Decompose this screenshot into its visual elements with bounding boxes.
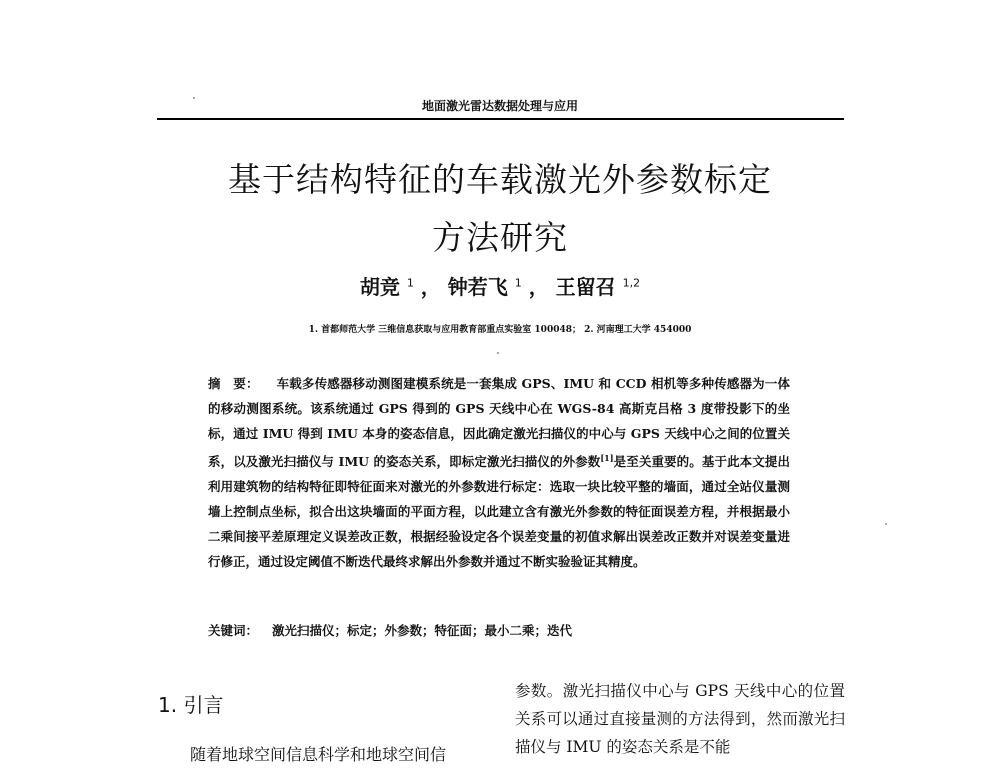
author-separator: ， [528, 275, 549, 299]
scan-speck [885, 523, 887, 525]
section-heading-introduction: 1. 引言 [158, 693, 224, 717]
author-name: 胡竞 [359, 275, 400, 299]
abstract-text-part1: 车载多传感器移动测图建模系统是一套集成 GPS、IMU 和 CCD 相机等多种传感器为一体的移动测图系统。该系统通过 GPS 得到的 GPS 天线中心在 WGS-84 高斯克吕格 3 度带投影下的坐标，通过 IMU 得到 IMU 本身的姿态信息，因此确定激光扫描仪的中心与 GPS 天线中心之间的位置关系，以及激光扫描仪与 IMU 的姿态关系，即标定激光扫描仪的外参数 [208, 376, 790, 470]
right-column-text: 参数。激光扫描仪中心与 GPS 天线中心的位置关系可以通过直接量测的方法得到，然而激光扫描仪与 IMU 的姿态关系是不能 [515, 682, 845, 756]
author-separator: ， [420, 275, 441, 299]
running-header: 地面激光雷达数据处理与应用 [421, 99, 578, 113]
paper-title-line-1: 基于结构特征的车载激光外参数标定 [228, 160, 772, 199]
scan-speck [497, 352, 499, 354]
affiliations: 1. 首都师范大学 三维信息获取与应用教育部重点实验室 100048； 2. 河南理工大学 454000 [308, 325, 692, 335]
keywords-list: 激光扫描仪；标定；外参数；特征面；最小二乘；迭代 [272, 623, 573, 638]
header-rule [157, 118, 844, 120]
author-affil-mark: 1,2 [622, 276, 641, 290]
scan-speck [193, 97, 195, 99]
author-name: 王留召 [555, 275, 616, 299]
abstract-label: 摘 要： [208, 376, 259, 391]
keywords [208, 621, 790, 639]
citation-ref: [1] [600, 453, 614, 463]
author-list [0, 271, 1000, 300]
left-column-text: 随着地球空间信息科学和地球空间信 [190, 745, 447, 764]
paper-title-line-2: 方法研究 [432, 218, 568, 257]
author-affil-mark: 1 [406, 276, 414, 290]
author-affil-mark: 1 [514, 276, 522, 290]
keywords-label: 关键词： [208, 623, 259, 638]
abstract [208, 371, 790, 574]
author-name: 钟若飞 [447, 275, 508, 299]
abstract-text-part2: 是至关重要的。基于此本文提出利用建筑物的结构特征即特征面来对激光的外参数进行标定：选取一块比较平整的墙面，通过全站仪量测墙上控制点坐标，拟合出这块墙面的平面方程，以此建立含有激光外参数的特征面误差方程，并根据最小二乘间接平差原理定义误差改正数，根据经验设定各个误差变量的初值求解出误差改正数并对误差变量进行修正，通过设定阈值不断迭代最终求解出外参数并通过不断实验验证其精度。 [208, 454, 790, 570]
